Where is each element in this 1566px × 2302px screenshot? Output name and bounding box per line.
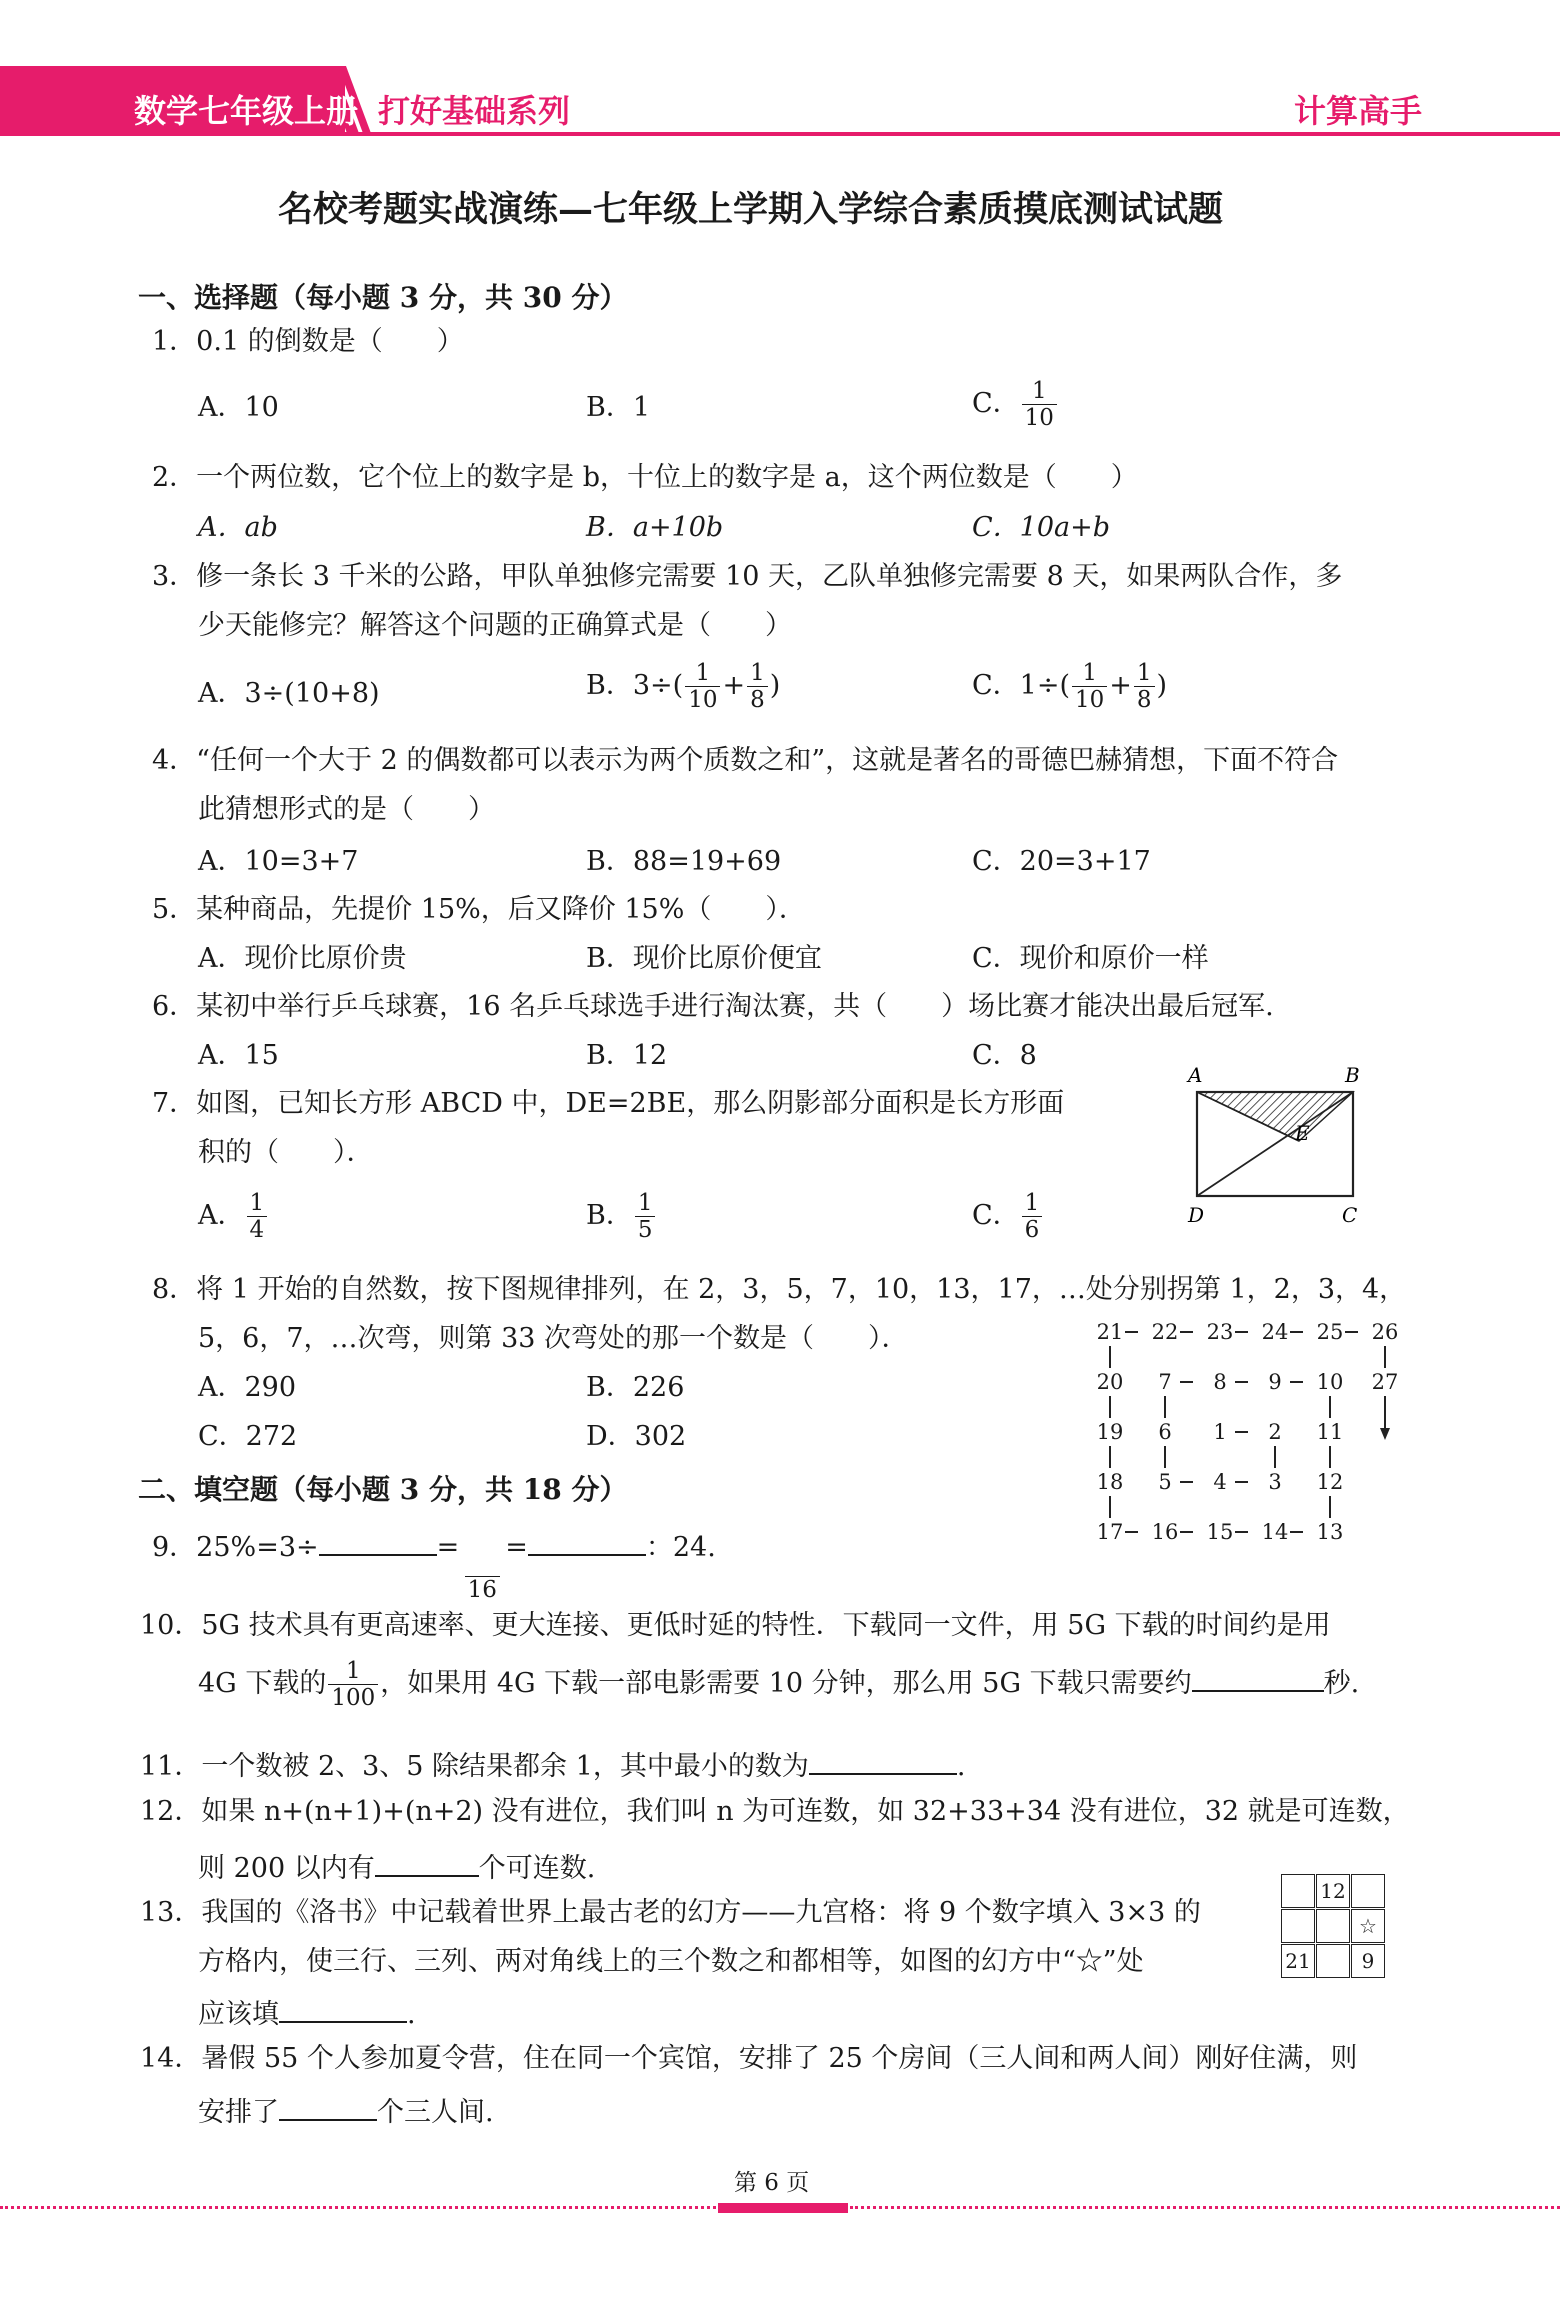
answer-blank[interactable] bbox=[279, 1995, 407, 2023]
spiral-num: 27 bbox=[1371, 1370, 1399, 1394]
grade-label: 数学七年级上册 bbox=[134, 92, 359, 130]
header-rule bbox=[345, 132, 1560, 136]
magic-cell: 9 bbox=[1351, 1944, 1385, 1978]
question-10-line-2: 4G 下载的 $\frac{1}{100}$ ，如果用 4G 下载一部电影需要 10 分钟，那么用 5G 下载只需要约 秒. bbox=[198, 1658, 1360, 1711]
spiral-num: 14 bbox=[1261, 1520, 1289, 1544]
q5-option-a: A．现价比原价贵 bbox=[198, 943, 407, 974]
q8-option-c: C．272 bbox=[198, 1421, 298, 1452]
shaded-triangle bbox=[1197, 1092, 1353, 1141]
answer-blank[interactable] bbox=[809, 1747, 957, 1775]
magic-cell: 21 bbox=[1281, 1944, 1315, 1978]
spiral-num: 5 bbox=[1158, 1470, 1172, 1494]
spiral-num: 24 bbox=[1261, 1320, 1289, 1344]
spiral-num: 17 bbox=[1096, 1520, 1124, 1544]
arrow-down-icon bbox=[1380, 1428, 1390, 1440]
spiral-num: 26 bbox=[1371, 1320, 1399, 1344]
spiral-num: 25 bbox=[1316, 1320, 1344, 1344]
question-3-line-2: 少天能修完？解答这个问题的正确算式是（ ） bbox=[198, 610, 792, 641]
question-2: 2．一个两位数，它个位上的数字是 b，十位上的数字是 a，这个两位数是（ ） bbox=[152, 462, 1138, 493]
question-4-line-1: 4．“任何一个大于 2 的偶数都可以表示为两个质数之和”，这就是著名的哥德巴赫猜想，下面不符合 bbox=[152, 745, 1339, 776]
question-13-line-3: 应该填 . bbox=[198, 1995, 416, 2031]
magic-cell bbox=[1281, 1874, 1315, 1908]
question-14-line-1: 14．暑假 55 个人参加夏令营，住在同一个宾馆，安排了 25 个房间（三人间和两人间）刚好住满，则 bbox=[140, 2043, 1358, 2074]
spiral-num: 6 bbox=[1158, 1420, 1172, 1444]
section-heading-choice: 一、选择题（每小题 3 分，共 30 分） bbox=[138, 281, 628, 314]
footer-rule-left bbox=[0, 2206, 716, 2209]
spiral-num: 7 bbox=[1158, 1370, 1172, 1394]
series-label: 打好基础系列 bbox=[378, 92, 571, 130]
magic-cell bbox=[1316, 1909, 1350, 1943]
spiral-num: 8 bbox=[1213, 1370, 1227, 1394]
q6-option-a: A．15 bbox=[198, 1040, 279, 1071]
q1-option-b: B．1 bbox=[586, 392, 651, 423]
spiral-num: 9 bbox=[1268, 1370, 1282, 1394]
q3-option-c: C．1÷( $\frac{1}{10}$ + $\frac{1}{8}$ ) bbox=[972, 660, 1168, 713]
answer-blank[interactable] bbox=[319, 1528, 437, 1556]
question-9: 9．25%=3÷ = 16 = ：24. bbox=[152, 1528, 716, 1603]
spiral-num: 3 bbox=[1268, 1470, 1282, 1494]
label-b: B bbox=[1345, 1063, 1360, 1087]
magic-cell bbox=[1316, 1944, 1350, 1978]
q2-option-a: A．ab bbox=[198, 512, 278, 543]
page-title: 名校考题实战演练—七年级上学期入学综合素质摸底测试试题 bbox=[278, 189, 1224, 230]
spiral-num: 16 bbox=[1151, 1520, 1179, 1544]
question-8-line-2: 5，6，7，…次弯，则第 33 次弯处的那一个数是（ ）． bbox=[198, 1323, 909, 1354]
q7-option-a: A． $\frac{1}{4}$ bbox=[198, 1190, 269, 1243]
answer-blank[interactable] bbox=[375, 1849, 479, 1877]
q6-option-c: C．8 bbox=[972, 1040, 1037, 1071]
spiral-num: 23 bbox=[1206, 1320, 1234, 1344]
q7-option-c: C． $\frac{1}{6}$ bbox=[972, 1190, 1044, 1243]
spiral-num: 22 bbox=[1151, 1320, 1179, 1344]
question-12-line-1: 12．如果 n+(n+1)+(n+2) 没有进位，我们叫 n 为可连数，如 32+33+34 没有进位，32 就是可连数， bbox=[140, 1796, 1410, 1827]
q2-option-b: B．a+10b bbox=[586, 512, 724, 543]
question-7-line-2: 积的（ ）． bbox=[198, 1137, 374, 1168]
spiral-num: 11 bbox=[1316, 1420, 1344, 1444]
spiral-num: 2 bbox=[1268, 1420, 1282, 1444]
q4-option-c: C．20=3+17 bbox=[972, 846, 1151, 877]
answer-blank[interactable] bbox=[1192, 1664, 1324, 1692]
spiral-num: 15 bbox=[1206, 1520, 1234, 1544]
question-6: 6．某初中举行乒乓球赛，16 名乒乓球选手进行淘汰赛，共（ ）场比赛才能决出最后冠军. bbox=[152, 991, 1274, 1022]
rectangle-figure bbox=[1180, 1060, 1370, 1240]
q6-option-b: B．12 bbox=[586, 1040, 668, 1071]
q8-option-d: D．302 bbox=[586, 1421, 687, 1452]
q4-option-a: A．10=3+7 bbox=[198, 846, 359, 877]
answer-blank[interactable] bbox=[279, 2093, 377, 2121]
section-heading-fill: 二、填空题（每小题 3 分，共 18 分） bbox=[138, 1473, 628, 1506]
spiral-num: 12 bbox=[1316, 1470, 1344, 1494]
magic-square bbox=[1281, 1874, 1387, 1980]
q3-option-a: A．3÷(10+8) bbox=[198, 678, 380, 709]
q8-option-a: A．290 bbox=[198, 1372, 297, 1403]
label-d: D bbox=[1188, 1203, 1205, 1227]
q8-option-b: B．226 bbox=[586, 1372, 685, 1403]
question-14-line-2: 安排了 个三人间. bbox=[198, 2093, 494, 2129]
question-8-line-1: 8．将 1 开始的自然数，按下图规律排列，在 2，3，5，7，10，13，17，…处分别拐第 1，2，3，4， bbox=[152, 1274, 1407, 1305]
q1-option-c: C． $\frac{1}{10}$ bbox=[972, 378, 1059, 431]
q5-option-c: C．现价和原价一样 bbox=[972, 943, 1209, 974]
star-cell: ☆ bbox=[1351, 1909, 1385, 1943]
spiral-num: 10 bbox=[1316, 1370, 1344, 1394]
magic-cell bbox=[1351, 1874, 1385, 1908]
question-10-line-1: 10．5G 技术具有更高速率、更大连接、更低时延的特性．下载同一文件，用 5G 下载的时间约是用 bbox=[140, 1610, 1331, 1641]
number-spiral bbox=[1090, 1320, 1400, 1560]
magic-cell: 12 bbox=[1316, 1874, 1350, 1908]
label-a: A bbox=[1188, 1063, 1203, 1087]
spiral-num: 4 bbox=[1213, 1470, 1227, 1494]
q3-option-b: B．3÷( $\frac{1}{10}$ + $\frac{1}{8}$ ) bbox=[586, 660, 781, 713]
page-number: 第 6 页 bbox=[734, 2170, 810, 2196]
spiral-num: 21 bbox=[1096, 1320, 1124, 1344]
q4-option-b: B．88=19+69 bbox=[586, 846, 782, 877]
spiral-num: 13 bbox=[1316, 1520, 1344, 1544]
question-7-line-1: 7．如图，已知长方形 ABCD 中，DE=2BE，那么阴影部分面积是长方形面 bbox=[152, 1088, 1065, 1119]
question-12-line-2: 则 200 以内有 个可连数. bbox=[198, 1849, 595, 1885]
answer-blank[interactable] bbox=[528, 1528, 646, 1556]
question-4-line-2: 此猜想形式的是（ ） bbox=[198, 794, 495, 825]
question-5: 5．某种商品，先提价 15%，后又降价 15%（ ）． bbox=[152, 894, 806, 925]
q1-option-a: A．10 bbox=[198, 392, 279, 423]
footer-rule-right bbox=[850, 2206, 1560, 2209]
question-13-line-1: 13．我国的《洛书》中记载着世界上最古老的幻方——九宫格：将 9 个数字填入 3×3 的 bbox=[140, 1897, 1201, 1928]
q2-option-c: C．10a+b bbox=[972, 512, 1111, 543]
spiral-num: 1 bbox=[1213, 1420, 1227, 1444]
brand-label: 计算高手 bbox=[1294, 92, 1423, 130]
spiral-num: 20 bbox=[1096, 1370, 1124, 1394]
label-e: E bbox=[1295, 1121, 1310, 1145]
label-c: C bbox=[1342, 1203, 1358, 1227]
question-1: 1．0.1 的倒数是（ ） bbox=[152, 326, 464, 357]
magic-cell bbox=[1281, 1909, 1315, 1943]
question-3-line-1: 3．修一条长 3 千米的公路，甲队单独修完需要 10 天，乙队单独修完需要 8 天，如果两队合作，多 bbox=[152, 561, 1343, 592]
question-13-line-2: 方格内，使三行、三列、两对角线上的三个数之和都相等，如图的幻方中“☆”处 bbox=[198, 1946, 1144, 1977]
q7-option-b: B． $\frac{1}{5}$ bbox=[586, 1190, 657, 1243]
spiral-num: 19 bbox=[1096, 1420, 1124, 1444]
footer-accent bbox=[718, 2203, 848, 2213]
q5-option-b: B．现价比原价便宜 bbox=[586, 943, 822, 974]
question-11: 11．一个数被 2、3、5 除结果都余 1，其中最小的数为 . bbox=[140, 1747, 965, 1783]
spiral-connectors bbox=[1090, 1320, 1400, 1560]
spiral-num: 18 bbox=[1096, 1470, 1124, 1494]
